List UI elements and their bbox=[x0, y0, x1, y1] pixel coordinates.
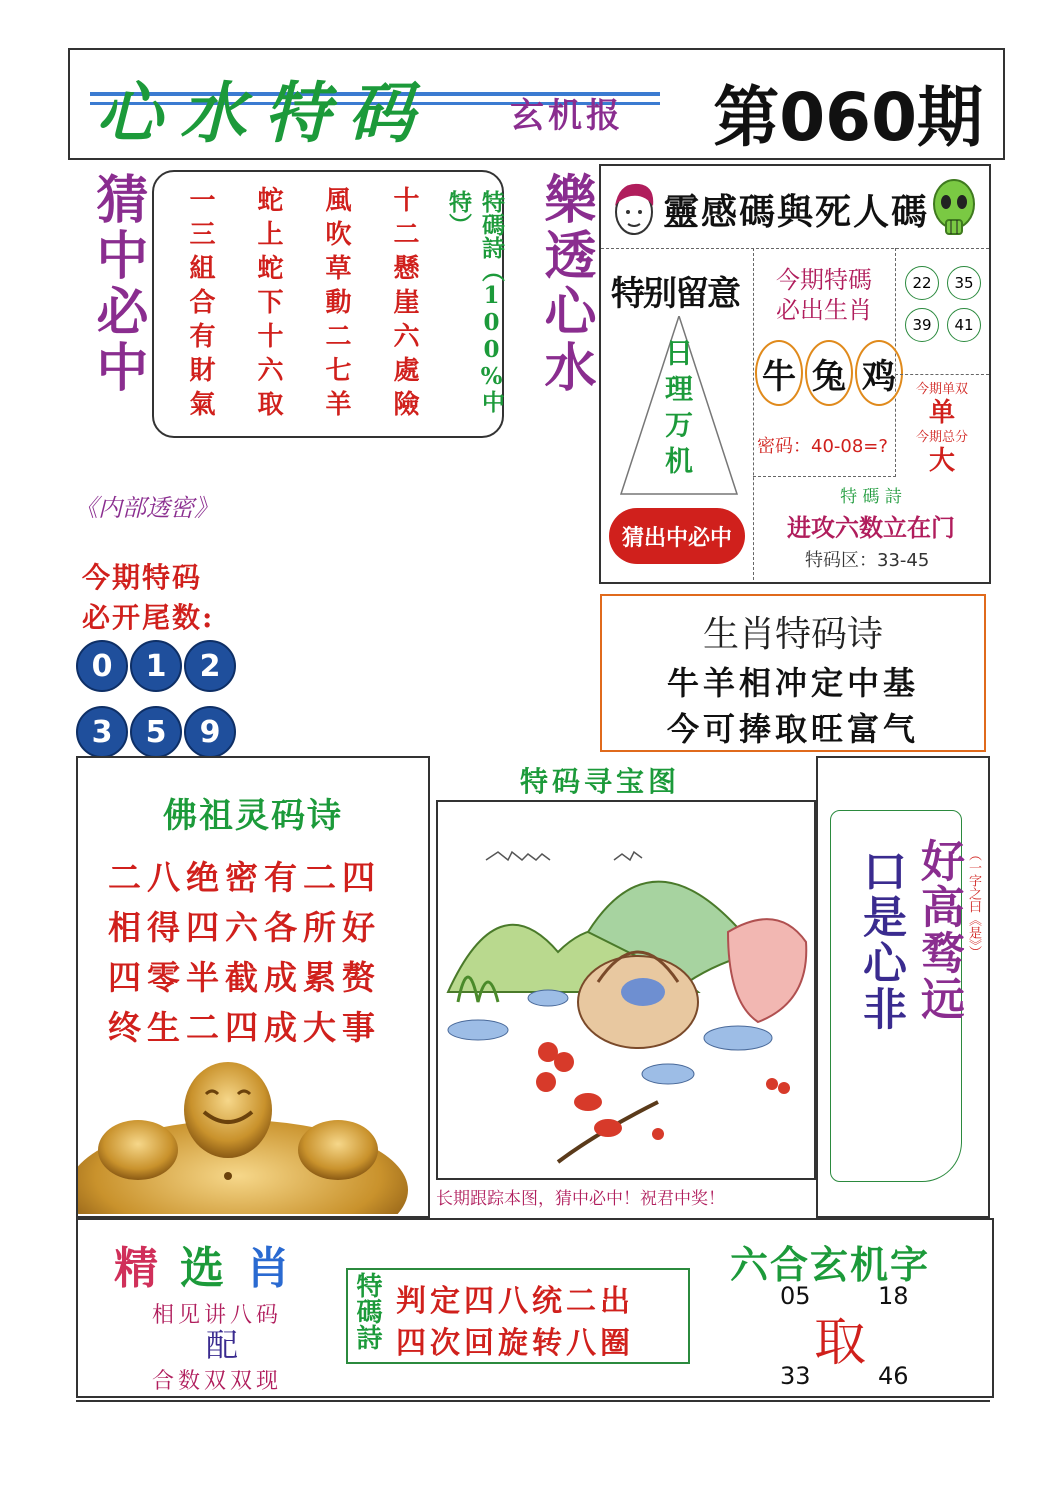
treasure-map-image bbox=[436, 800, 816, 1180]
treasure-illustration bbox=[438, 802, 814, 1178]
buddha-line-1: 二八绝密有二四 bbox=[108, 858, 381, 897]
jing-xuan-label bbox=[114, 1232, 290, 1296]
guess-badge: 猜出中必中 bbox=[609, 508, 745, 564]
bottom-panel bbox=[76, 1218, 994, 1398]
secret-code: 密码：40-08=? bbox=[757, 436, 888, 457]
buddha-line-4: 终生二四成大事 bbox=[108, 1008, 381, 1047]
ling-gan-poem-text: 进攻六数立在门 bbox=[787, 513, 955, 542]
number-ball: 35 bbox=[947, 266, 981, 300]
bottom-poem-line-1: 判定四八统二出 bbox=[396, 1284, 634, 1319]
internal-line-2: 必开尾数: bbox=[82, 601, 215, 634]
single-double-label: 今期单双 bbox=[915, 382, 968, 397]
number-ball: 22 bbox=[905, 266, 939, 300]
bottom-pei: 配 bbox=[206, 1326, 239, 1364]
page-title: 心水特码 bbox=[96, 74, 432, 152]
buddha-statue-image bbox=[78, 1050, 428, 1214]
zodiac-item: 牛 bbox=[755, 340, 803, 406]
poem-column-2: 蛇上蛇下十六取 bbox=[253, 186, 283, 424]
zodiac-column bbox=[753, 248, 896, 477]
total-value: 大 bbox=[928, 446, 955, 476]
number-ball: 41 bbox=[947, 308, 981, 342]
number-ball: 39 bbox=[905, 308, 939, 342]
page-subtitle: 玄机报 bbox=[510, 96, 624, 136]
ling-gan-poem bbox=[753, 476, 989, 580]
xuanji-num: 46 bbox=[878, 1362, 909, 1390]
xuan-char: 选 bbox=[180, 1243, 224, 1294]
left-vertical-slogan: 猜中必中 bbox=[87, 172, 148, 396]
riddle-column-left: 口是心非 bbox=[855, 848, 906, 1032]
bottom-poem-label: 特碼詩 bbox=[352, 1272, 382, 1350]
bottom-line-1: 相见讲八码 bbox=[152, 1303, 283, 1328]
single-double-value: 单 bbox=[928, 398, 955, 428]
bottom-line-2: 合数双双现 bbox=[152, 1369, 283, 1394]
zodiac-list bbox=[755, 340, 903, 406]
ling-gan-title: 靈感碼與死人碼 bbox=[663, 191, 930, 233]
riddle-column-right: 好高骛远 bbox=[913, 838, 964, 1022]
this-issue-line-2: 必出生肖 bbox=[776, 296, 872, 324]
bottom-poem-line-2: 四次回旋转八圈 bbox=[396, 1326, 634, 1361]
poem-side-title: 特碼詩（100%中特） bbox=[445, 190, 505, 413]
poem-grid-box bbox=[152, 170, 504, 438]
number-grid bbox=[895, 248, 989, 375]
header-banner bbox=[68, 48, 1005, 160]
zodiac-poem-box bbox=[600, 594, 986, 752]
bottom-poem-box bbox=[346, 1268, 690, 1364]
ling-gan-title-row bbox=[601, 166, 989, 249]
special-column bbox=[601, 248, 754, 580]
special-notice: 特别留意 bbox=[611, 274, 739, 314]
tail-ball: 3 bbox=[76, 706, 128, 758]
riddle-hint: （一字之曰《是》） bbox=[966, 848, 981, 959]
buddha-panel bbox=[76, 756, 430, 1218]
poem-column-4: 十二懸崖六處險 bbox=[389, 186, 419, 424]
single-double-box bbox=[895, 374, 989, 476]
issue-number: 第060期 bbox=[713, 79, 983, 156]
zodiac-poem-line-1: 牛羊相冲定中基 bbox=[666, 664, 919, 702]
xuanji-title: 六合玄机字 bbox=[730, 1242, 931, 1287]
tail-ball: 5 bbox=[130, 706, 182, 758]
tail-number-balls bbox=[76, 640, 236, 758]
pyramid-text: 日理万机 bbox=[661, 338, 694, 482]
footer-divider bbox=[76, 1400, 990, 1402]
tail-ball: 1 bbox=[130, 640, 182, 692]
ling-gan-panel bbox=[599, 164, 991, 584]
ling-gan-poem-label: 特 碼 詩 bbox=[840, 487, 902, 507]
riddle-panel bbox=[816, 756, 990, 1218]
xiao-char: 肖 bbox=[246, 1243, 290, 1294]
internal-label: 《内部透密》 bbox=[74, 494, 218, 522]
total-label: 今期总分 bbox=[915, 430, 968, 445]
xuanji-qu: 取 bbox=[814, 1313, 867, 1373]
right-vertical-slogan: 樂透心水 bbox=[535, 172, 596, 396]
tail-ball: 0 bbox=[76, 640, 128, 692]
treasure-caption: 长期跟踪本图，猜中必中！祝君中奖！ bbox=[436, 1189, 725, 1209]
tail-ball: 2 bbox=[184, 640, 236, 692]
buddha-title: 佛祖灵码诗 bbox=[163, 796, 343, 836]
treasure-title: 特码寻宝图 bbox=[520, 765, 681, 798]
skull-icon bbox=[931, 176, 977, 240]
tail-ball: 9 bbox=[184, 706, 236, 758]
buddha-line-3: 四零半截成累赘 bbox=[108, 958, 381, 997]
face-icon bbox=[609, 176, 659, 240]
xuanji-num: 18 bbox=[878, 1282, 909, 1310]
buddha-line-2: 相得四六各所好 bbox=[108, 908, 381, 947]
internal-line-1: 今期特码 bbox=[82, 561, 203, 594]
xuanji-num: 33 bbox=[780, 1362, 811, 1390]
special-zone: 特码区：33-45 bbox=[805, 550, 930, 571]
zodiac-poem-line-2: 今可捧取旺富气 bbox=[666, 710, 919, 748]
zodiac-poem-title: 生肖特码诗 bbox=[702, 614, 883, 655]
jing-char: 精 bbox=[114, 1243, 158, 1294]
poem-column-1: 一三組合有財氣 bbox=[185, 186, 215, 424]
zodiac-item: 兔 bbox=[805, 340, 853, 406]
this-issue-line-1: 今期特碼 bbox=[776, 266, 872, 294]
zodiac-item: 鸡 bbox=[855, 340, 903, 406]
xuanji-num: 05 bbox=[780, 1282, 811, 1310]
poem-column-3: 風吹草動二七羊 bbox=[321, 186, 351, 424]
